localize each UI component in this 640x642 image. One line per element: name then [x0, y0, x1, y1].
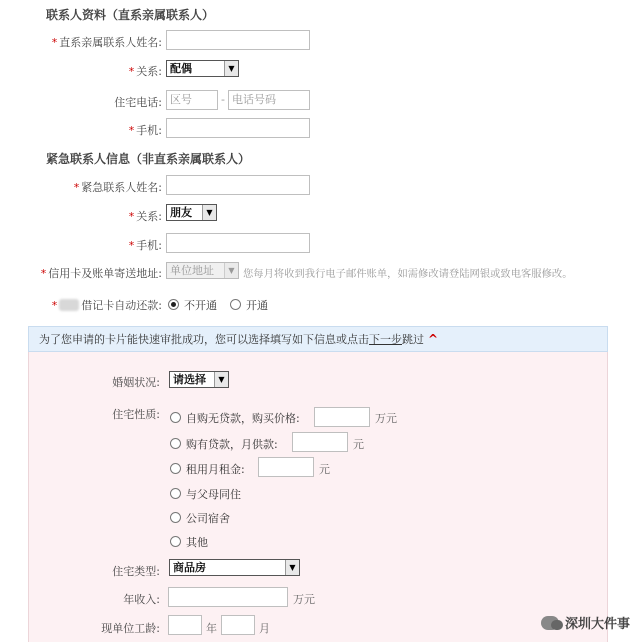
required-mark: * — [51, 36, 58, 49]
tenure-years-unit: 年 — [206, 622, 217, 635]
optional-info-notice: 为了您申请的卡片能快速审批成功，您可以选择填写如下信息或点击下一步跳过 ^ — [28, 326, 608, 352]
work-tenure-label: 现单位工龄: — [101, 622, 160, 635]
phone-dash: - — [221, 93, 225, 106]
housing-option-other[interactable]: 其他 — [170, 534, 208, 550]
chevron-down-icon: ▼ — [224, 61, 238, 76]
annual-income-unit: 万元 — [293, 593, 315, 606]
emergency-relation-label: * 关系: — [128, 210, 162, 223]
housing-option-parents[interactable]: 与父母同住 — [170, 486, 241, 502]
collapse-caret-icon[interactable]: ^ — [428, 332, 439, 346]
tenure-months-unit: 月 — [259, 622, 270, 635]
watermark: 深圳大件事 — [541, 613, 630, 632]
emergency-name-input[interactable] — [166, 175, 310, 195]
required-mark: * — [128, 239, 135, 252]
mailing-address-label: * 信用卡及账单寄送地址: — [40, 267, 162, 280]
chevron-down-icon: ▼ — [202, 205, 216, 220]
required-mark: * — [51, 299, 58, 312]
housing-option-mortgage[interactable]: 购有贷款，月供款: — [170, 436, 278, 452]
housing-option-owned[interactable]: 自购无贷款，购买价格: — [170, 410, 300, 426]
radio-unselected — [170, 536, 181, 547]
purchase-price-input[interactable] — [314, 407, 370, 427]
autopay-option-on[interactable]: 开通 — [230, 297, 268, 313]
required-mark: * — [128, 124, 135, 137]
direct-contact-name-label: * 直系亲属联系人姓名: — [51, 36, 162, 49]
required-mark: * — [73, 181, 80, 194]
home-phone-label: 住宅电话: — [114, 96, 162, 109]
emergency-name-label: * 紧急联系人姓名: — [73, 181, 162, 194]
wechat-icon — [541, 616, 559, 630]
chevron-down-icon: ▼ — [224, 263, 238, 278]
redacted-text — [59, 299, 79, 311]
monthly-payment-input[interactable] — [292, 432, 348, 452]
marital-status-label: 婚姻状况: — [112, 376, 160, 389]
autopay-label: * 借记卡自动还款: — [51, 299, 162, 312]
radio-unselected — [170, 463, 181, 474]
emergency-relation-select[interactable]: 朋友 ▼ — [166, 204, 217, 221]
skip-next-step-link[interactable]: 下一步 — [369, 333, 402, 346]
annual-income-label: 年收入: — [123, 593, 160, 606]
direct-relation-select[interactable]: 配偶 ▼ — [166, 60, 239, 77]
direct-contact-section-title: 联系人资料（直系亲属联系人） — [46, 8, 215, 22]
radio-unselected — [170, 488, 181, 499]
required-mark: * — [40, 267, 47, 280]
monthly-rent-unit: 元 — [319, 463, 330, 476]
housing-option-dorm[interactable]: 公司宿舍 — [170, 510, 230, 526]
area-code-input[interactable]: 区号 — [166, 90, 218, 110]
marital-status-select[interactable]: 请选择 ▼ — [169, 371, 229, 388]
direct-mobile-input[interactable] — [166, 118, 310, 138]
phone-number-input[interactable]: 电话号码 — [228, 90, 310, 110]
radio-unselected — [170, 438, 181, 449]
radio-unselected — [230, 299, 241, 310]
autopay-option-off[interactable]: 不开通 — [168, 297, 217, 313]
emergency-mobile-input[interactable] — [166, 233, 310, 253]
house-type-select[interactable]: 商品房 ▼ — [169, 559, 300, 576]
annual-income-input[interactable] — [168, 587, 288, 607]
direct-contact-name-input[interactable] — [166, 30, 310, 50]
monthly-rent-input[interactable] — [258, 457, 314, 477]
housing-type-label: 住宅性质: — [112, 408, 160, 421]
radio-unselected — [170, 412, 181, 423]
housing-option-rent[interactable]: 租用月租金: — [170, 461, 245, 477]
required-mark: * — [128, 65, 135, 78]
tenure-years-input[interactable] — [168, 615, 202, 635]
house-type-label: 住宅类型: — [112, 565, 160, 578]
monthly-payment-unit: 元 — [353, 438, 364, 451]
chevron-down-icon: ▼ — [214, 372, 228, 387]
chevron-down-icon: ▼ — [285, 560, 299, 575]
emergency-contact-section-title: 紧急联系人信息（非直系亲属联系人） — [46, 152, 251, 166]
mailing-address-note: 您每月将收到我行电子邮件账单，如需修改请登陆网银或致电客服修改。 — [243, 268, 573, 280]
radio-unselected — [170, 512, 181, 523]
direct-relation-label: * 关系: — [128, 65, 162, 78]
emergency-mobile-label: * 手机: — [128, 239, 162, 252]
purchase-price-unit: 万元 — [375, 412, 397, 425]
mailing-address-select[interactable]: 单位地址 ▼ — [166, 262, 239, 279]
radio-selected — [168, 299, 179, 310]
tenure-months-input[interactable] — [221, 615, 255, 635]
required-mark: * — [128, 210, 135, 223]
direct-mobile-label: * 手机: — [128, 124, 162, 137]
